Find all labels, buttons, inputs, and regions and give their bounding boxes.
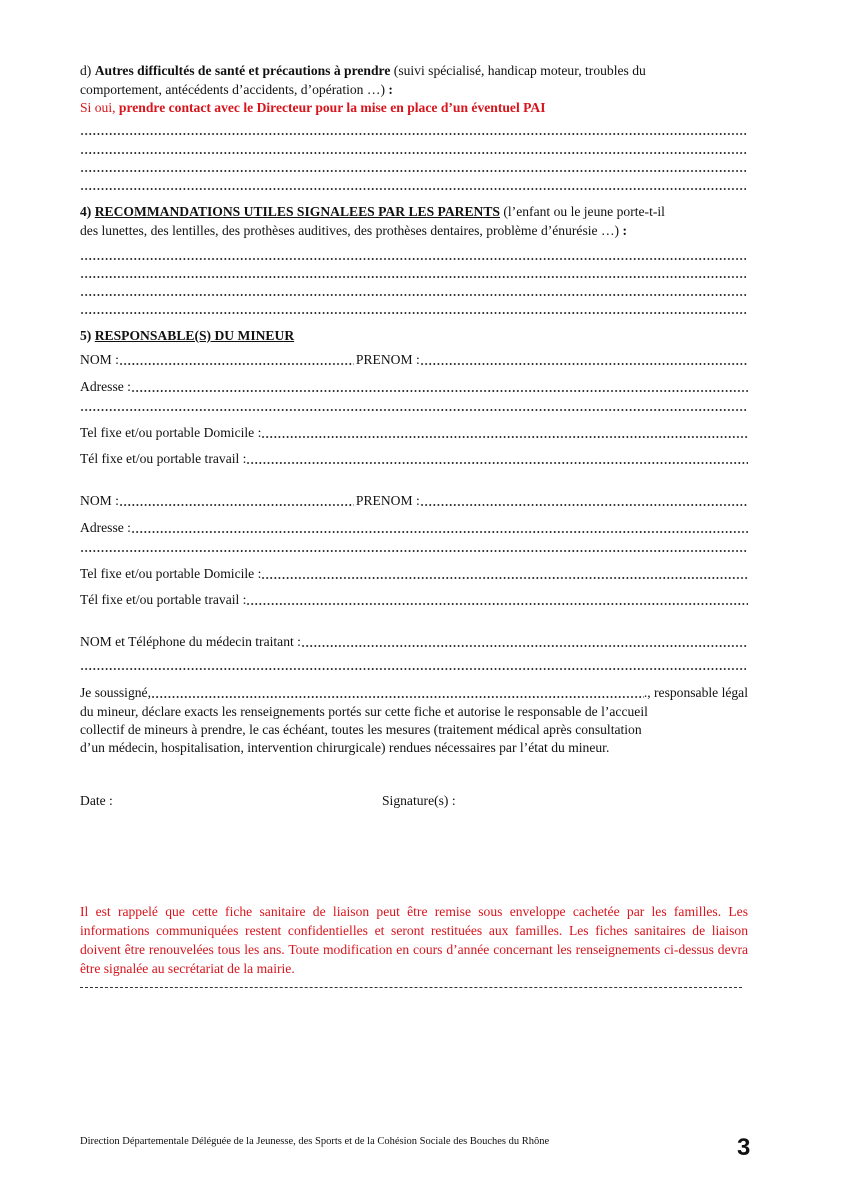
guardian-1-adresse-line-2[interactable] bbox=[80, 409, 746, 411]
section-d-desc-line1: (suivi spécialisé, handicap moteur, troubles du bbox=[390, 63, 646, 78]
guardian-2-tel-travail-label: Tél fixe et/ou portable travail : bbox=[80, 592, 247, 607]
guardian-1-tel-work-row bbox=[80, 449, 748, 468]
section-d-desc-line2: comportement, antécédents d’accidents, d’opération …) bbox=[80, 82, 389, 97]
guardian-1-nom-label: NOM : bbox=[80, 352, 119, 367]
guardian-2-nom-label: NOM : bbox=[80, 493, 119, 508]
section-5-title: RESPONSABLE(S) DU MINEUR bbox=[94, 328, 295, 343]
declaration-line-2: du mineur, déclare exacts les renseignements portés sur cette fiche et autorise le responsable de l’accueil bbox=[80, 704, 648, 719]
guardian-1-tel-domicile-field[interactable] bbox=[261, 436, 748, 438]
guardian-2-name-row bbox=[80, 491, 748, 510]
medecin-label: NOM et Téléphone du médecin traitant : bbox=[80, 634, 301, 649]
guardian-1-name-row bbox=[80, 350, 748, 369]
medecin-row bbox=[80, 632, 748, 651]
section-4-colon: : bbox=[622, 223, 628, 238]
confidentiality-notice: Il est rappelé que cette fiche sanitaire de liaison peut être remise sous enveloppe cachetée par les familles. Les informations communiquées restent confidentielles et seront restituées aux familles. Les fiches sanitaires de liaison doivent être renouvelées tous les ans. Toute modification en cours d’année concernant les renseignements ci-dessus devra être signalée au secrétariat de la mairie. bbox=[80, 904, 748, 976]
guardian-1-address-row bbox=[80, 377, 748, 396]
guardian-2-adresse-line-2[interactable] bbox=[80, 550, 746, 552]
section-d-title: Autres difficultés de santé et précautions à prendre bbox=[94, 63, 391, 78]
section-4-answer-line-3[interactable] bbox=[80, 294, 746, 296]
section-d-colon: : bbox=[388, 82, 393, 97]
section-4-heading bbox=[80, 202, 665, 221]
guardian-2-tel-home-row bbox=[80, 564, 748, 583]
section-5-number: 5) bbox=[80, 328, 95, 343]
section-d-heading bbox=[80, 61, 646, 80]
section-d-answer-line-3[interactable] bbox=[80, 170, 746, 172]
footer-text: Direction Départementale Déléguée de la Jeunesse, des Sports et de la Cohésion Sociale des Bouches du Rhône bbox=[80, 1136, 550, 1147]
guardian-2-tel-domicile-label: Tel fixe et/ou portable Domicile : bbox=[80, 566, 262, 581]
section-4-title: RECOMMANDATIONS UTILES SIGNALEES PAR LES PARENTS bbox=[94, 204, 500, 219]
section-4-answer-line-1[interactable] bbox=[80, 258, 746, 260]
declaration-name-field[interactable] bbox=[151, 696, 644, 698]
guardian-1-tel-domicile-label: Tel fixe et/ou portable Domicile : bbox=[80, 425, 262, 440]
guardian-1-adresse-field[interactable] bbox=[131, 390, 748, 392]
declaration-start: Je soussigné, bbox=[80, 685, 151, 700]
guardian-1-prenom-field[interactable] bbox=[420, 363, 748, 365]
medecin-field[interactable] bbox=[301, 645, 748, 647]
section-d-note-bold: prendre contact avec le Directeur pour la mise en place d’un éventuel PAI bbox=[118, 100, 546, 115]
guardian-1-tel-travail-field[interactable] bbox=[246, 462, 748, 464]
declaration-line-1 bbox=[80, 683, 748, 702]
guardian-1-tel-travail-label: Tél fixe et/ou portable travail : bbox=[80, 451, 247, 466]
section-d-answer-line-1[interactable] bbox=[80, 133, 746, 135]
guardian-2-nom-field[interactable] bbox=[119, 504, 354, 506]
guardian-2-tel-domicile-field[interactable] bbox=[261, 577, 748, 579]
section-d-answer-line-4[interactable] bbox=[80, 188, 746, 190]
section-4-desc bbox=[80, 221, 627, 240]
cut-line-divider bbox=[80, 987, 742, 989]
guardian-2-prenom-field[interactable] bbox=[420, 504, 748, 506]
section-d-desc bbox=[80, 80, 393, 99]
guardian-2-prenom-label: PRENOM : bbox=[355, 493, 420, 508]
section-5-heading bbox=[80, 326, 294, 345]
guardian-2-tel-travail-field[interactable] bbox=[246, 603, 748, 605]
guardian-1-adresse-label: Adresse : bbox=[80, 379, 131, 394]
declaration-line-4: d’un médecin, hospitalisation, intervention chirurgicale) rendues nécessaires par l’état du mineur. bbox=[80, 740, 610, 755]
section-4-desc-line1: (l’enfant ou le jeune porte-t-il bbox=[499, 204, 665, 219]
declaration-line-3: collectif de mineurs à prendre, le cas échéant, toutes les mesures (traitement médical après consultation bbox=[80, 722, 642, 737]
section-4-desc-line2: des lunettes, des lentilles, des prothèses auditives, des prothèses dentaires, problème d’énurésie …) bbox=[80, 223, 623, 238]
guardian-1-prenom-label: PRENOM : bbox=[355, 352, 420, 367]
section-4-number: 4) bbox=[80, 204, 95, 219]
guardian-1-tel-home-row bbox=[80, 423, 748, 442]
date-label: Date : bbox=[80, 793, 113, 808]
section-d-answer-line-2[interactable] bbox=[80, 152, 746, 154]
section-4-answer-line-4[interactable] bbox=[80, 312, 746, 314]
declaration-after-blank: ., responsable légal bbox=[643, 685, 748, 700]
guardian-2-adresse-label: Adresse : bbox=[80, 520, 131, 535]
section-4-answer-line-2[interactable] bbox=[80, 276, 746, 278]
guardian-2-address-row bbox=[80, 518, 748, 537]
section-d-prefix: d) bbox=[80, 63, 95, 78]
section-d-note bbox=[80, 98, 546, 117]
guardian-1-nom-field[interactable] bbox=[119, 363, 354, 365]
medecin-line-2[interactable] bbox=[80, 668, 746, 670]
signature-label: Signature(s) : bbox=[382, 793, 456, 808]
page-number: 3 bbox=[737, 1134, 751, 1161]
section-d-note-plain: Si oui, bbox=[80, 100, 119, 115]
guardian-2-tel-work-row bbox=[80, 590, 748, 609]
guardian-2-adresse-field[interactable] bbox=[131, 531, 748, 533]
